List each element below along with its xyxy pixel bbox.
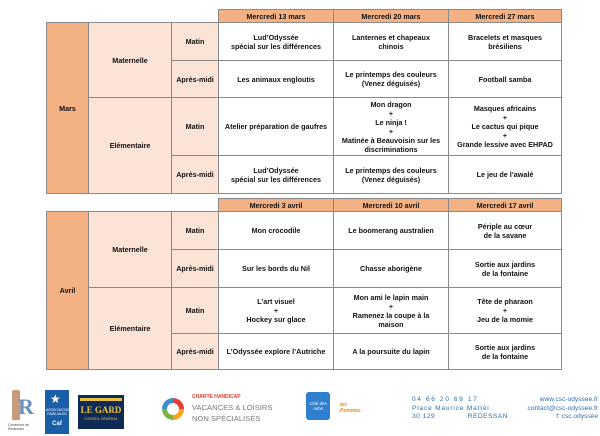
activity-cell xyxy=(219,61,334,98)
activity-text: Ramenez la coupe à la xyxy=(352,310,430,320)
month-label: Avril xyxy=(47,212,89,370)
moment-label: Matin xyxy=(172,212,219,250)
activity-text: maison xyxy=(378,319,404,329)
activity-text: spécial sur les différences xyxy=(231,41,321,51)
moment-label: Matin xyxy=(172,288,219,334)
commune-logo: R Commune de Redessan xyxy=(8,390,34,430)
activity-text: de la fontaine xyxy=(481,351,529,361)
activity-cell xyxy=(334,23,449,61)
activity-text: Jeu de la momie xyxy=(477,315,533,324)
level-label: Elémentaire xyxy=(89,288,172,370)
moment-label: Après-midi xyxy=(172,156,219,194)
activity-cell xyxy=(219,212,334,250)
charte-ring-icon xyxy=(162,398,184,420)
level-label: Maternelle xyxy=(89,23,172,98)
activity-text: Chasse aborigène xyxy=(360,264,422,273)
activity-text: Mon dragon xyxy=(370,99,412,109)
activity-text: Le ninja ! xyxy=(375,117,407,127)
activity-text: + xyxy=(388,301,394,311)
website-link[interactable]: www.csc-odyssee.fr xyxy=(539,396,598,403)
activity-text: Sur les bords du Nil xyxy=(242,264,310,273)
schedule-row xyxy=(47,98,562,156)
activity-cell xyxy=(449,23,562,61)
avril-header-row xyxy=(47,199,562,212)
header-blank xyxy=(47,10,219,23)
activity-cell xyxy=(449,288,562,334)
moment-label: Après-midi xyxy=(172,250,219,288)
header-blank xyxy=(47,199,219,212)
moment-label: Après-midi xyxy=(172,61,219,98)
facebook-link[interactable]: f: csc.odyssée xyxy=(556,413,598,421)
activity-text: Hockey sur glace xyxy=(246,315,306,324)
activity-text: Le boomerang australien xyxy=(348,226,434,235)
schedule-row xyxy=(47,288,562,334)
schedule-row xyxy=(47,23,562,61)
mars-header-row xyxy=(47,10,562,23)
activity-text: chinois xyxy=(378,41,404,51)
contact-address xyxy=(412,396,508,422)
email-link[interactable]: contact@csc-odyssee.fr xyxy=(527,404,598,412)
date-header: Mercredi 20 mars xyxy=(334,10,449,23)
postcode: 30 129 xyxy=(412,413,436,421)
activity-text: Le printemps des couleurs xyxy=(345,70,437,79)
activity-text: Le cactus qui pique xyxy=(471,122,539,131)
activity-text: Mon ami le lapin main xyxy=(353,292,429,302)
date-header: Mercredi 13 mars xyxy=(219,10,334,23)
activity-text: de la savane xyxy=(483,230,527,240)
activity-text: + xyxy=(502,306,508,315)
moment-label: Matin xyxy=(172,23,219,61)
activity-cell xyxy=(334,212,449,250)
activity-text: Périple au cœur xyxy=(477,221,533,231)
activity-text: + xyxy=(502,113,508,122)
activity-text: (Venez déguisés) xyxy=(361,174,421,184)
activity-text: Football samba xyxy=(478,74,532,84)
activity-text: Sortie aux jardins xyxy=(474,259,536,269)
activity-text: Lanternes et chapeaux xyxy=(352,32,430,42)
activity-text: Tête de pharaon xyxy=(477,297,533,306)
activity-text: + xyxy=(388,126,394,136)
activity-text: + xyxy=(502,131,508,140)
moment-label: Matin xyxy=(172,98,219,156)
activity-text: Le printemps des couleurs xyxy=(345,165,437,175)
activity-cell xyxy=(334,156,449,194)
charte-handicap-logo: CHARTE HANDICAP VACANCES & LOISIRS NON SPÉCIALISÉS xyxy=(162,392,274,430)
activity-text: + xyxy=(273,306,279,315)
activity-text: Le jeu de l’awalé xyxy=(476,170,534,179)
activity-cell xyxy=(449,61,562,98)
activity-text: de la fontaine xyxy=(481,268,529,278)
activity-text: A la poursuite du lapin xyxy=(352,347,430,356)
month-label: Mars xyxy=(47,23,89,194)
activity-text: Masques africains xyxy=(473,104,537,113)
activity-cell xyxy=(334,288,449,334)
street-address: Place Maurice Mattéi xyxy=(412,404,490,412)
activity-text: Matinée à Beauvoisin sur les xyxy=(341,135,441,145)
phone-number[interactable]: 04 66 20 69 17 xyxy=(412,396,479,403)
activity-cell xyxy=(219,98,334,156)
contact-online xyxy=(502,396,598,422)
activity-cell xyxy=(219,156,334,194)
activity-text: Les animaux engloutis xyxy=(237,74,315,84)
level-label: Elémentaire xyxy=(89,98,172,194)
activity-text: Sortie aux jardins xyxy=(474,342,536,352)
activity-cell xyxy=(334,61,449,98)
activity-cell xyxy=(334,250,449,288)
activity-text: L’Odyssée explore l’Autriche xyxy=(226,347,326,356)
date-header: Mercredi 27 mars xyxy=(449,10,562,23)
footer xyxy=(0,388,600,436)
pomme-logo: les Pommes xyxy=(340,402,361,414)
activity-text: brésiliens xyxy=(488,41,522,51)
date-header: Mercredi 10 avril xyxy=(334,199,449,212)
activity-cell xyxy=(219,288,334,334)
city: REDESSAN xyxy=(467,413,508,421)
caf-logo: ★ ASSOCIATIONS FAMILIALES Caf xyxy=(45,390,69,434)
activity-cell xyxy=(219,250,334,288)
activity-text: Bracelets et masques xyxy=(468,32,542,42)
club-logo: Club des Ados xyxy=(306,392,330,420)
caf-star-icon: ★ xyxy=(50,392,61,406)
schedule-table xyxy=(46,9,562,370)
activity-cell xyxy=(219,23,334,61)
activity-cell xyxy=(449,98,562,156)
activity-text: Grande lessive avec EHPAD xyxy=(457,140,553,149)
activity-text: spécial sur les différences xyxy=(231,174,321,184)
commune-logo-caption: Commune de Redessan xyxy=(8,423,30,431)
activity-text: discriminations xyxy=(364,144,418,154)
activity-text: + xyxy=(388,108,394,118)
activity-cell xyxy=(219,334,334,370)
activity-text: Mon crocodile xyxy=(251,226,301,235)
activity-text: L’art visuel xyxy=(257,297,295,306)
activity-cell xyxy=(334,334,449,370)
date-header: Mercredi 17 avril xyxy=(449,199,562,212)
activity-cell xyxy=(449,156,562,194)
date-header: Mercredi 3 avril xyxy=(219,199,334,212)
activity-text: Lud’Odyssée xyxy=(253,165,299,175)
activity-text: Atelier préparation de gaufres xyxy=(224,122,328,131)
moment-label: Après-midi xyxy=(172,334,219,370)
activity-cell xyxy=(449,334,562,370)
gard-logo: LE GARD CONSEIL GÉNÉRAL xyxy=(78,395,124,429)
level-label: Maternelle xyxy=(89,212,172,288)
activity-cell xyxy=(449,250,562,288)
activity-text: (Venez déguisés) xyxy=(361,79,421,88)
schedule-row xyxy=(47,212,562,250)
activity-cell xyxy=(334,98,449,156)
activity-cell xyxy=(449,212,562,250)
activity-text: Lud’Odyssée xyxy=(253,32,299,42)
